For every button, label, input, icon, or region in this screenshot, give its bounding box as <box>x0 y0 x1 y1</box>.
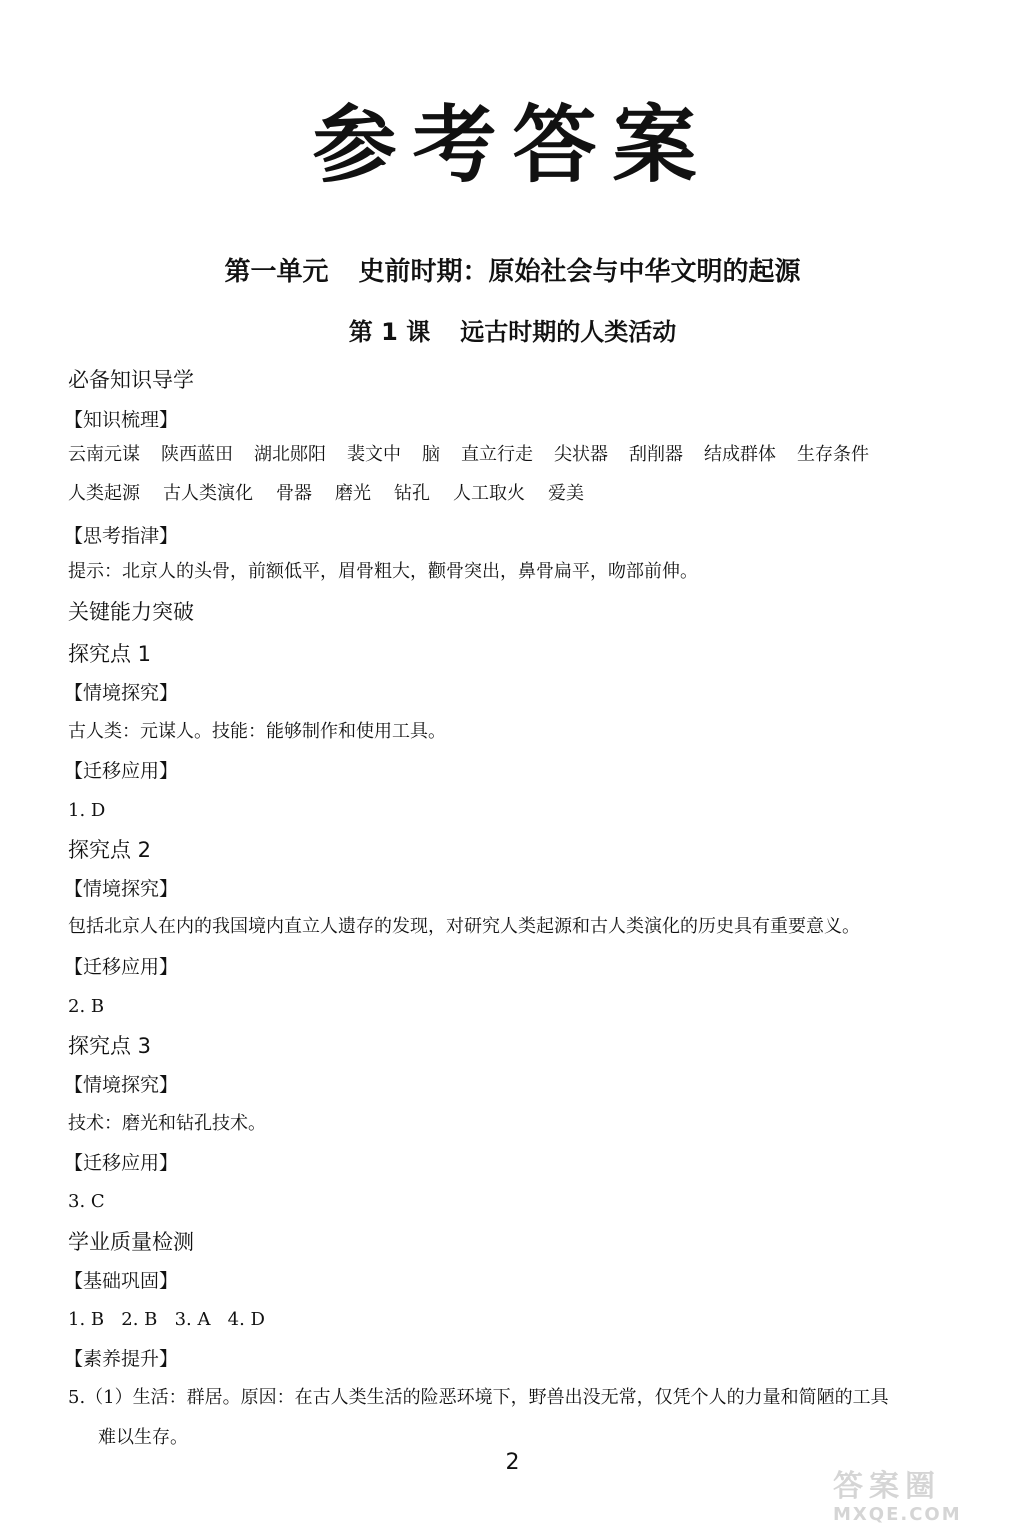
inquiry-point-2: 探究点 2 <box>68 838 152 862</box>
unit-label: 第一单元 <box>224 257 329 287</box>
watermark-logo <box>833 1470 1013 1532</box>
term: 刮削器 <box>629 444 683 465</box>
thinking-guide-text: 提示：北京人的头骨，前额低平，眉骨粗大，颧骨突出，鼻骨扁平，吻部前伸。 <box>68 561 698 582</box>
inquiry-point-1: 探究点 1 <box>68 642 152 666</box>
lesson-label: 第 1 课 <box>348 318 431 346</box>
term: 骨器 <box>276 483 312 504</box>
basic-consolidation-heading: 【基础巩固】 <box>64 1270 179 1292</box>
term: 人类起源 <box>68 483 140 504</box>
scenario-inquiry-2-text: 包括北京人在内的我国境内直立人遗存的发现，对研究人类起源和古人类演化的历史具有重要意义。 <box>68 916 860 937</box>
transfer-application-3-answer: 3. C <box>68 1191 105 1212</box>
main-title: 参考答案 <box>312 96 713 194</box>
term: 生存条件 <box>797 444 869 465</box>
unit-title <box>0 254 1025 290</box>
literacy-answer-line-2: 难以生存。 <box>98 1427 188 1448</box>
transfer-application-1-answer: 1. D <box>68 800 106 821</box>
term: 结成群体 <box>704 444 776 465</box>
lesson-name: 远古时期的人类活动 <box>460 318 677 346</box>
term: 陕西蓝田 <box>161 444 233 465</box>
term: 钻孔 <box>394 483 430 504</box>
term: 爱美 <box>548 483 584 504</box>
transfer-application-2-heading: 【迁移应用】 <box>64 956 179 978</box>
transfer-application-3-heading: 【迁移应用】 <box>64 1152 179 1174</box>
term: 人工取火 <box>453 483 525 504</box>
section-guanjian-heading: 关键能力突破 <box>68 600 194 624</box>
unit-name: 史前时期：原始社会与中华文明的起源 <box>358 257 801 287</box>
term: 直立行走 <box>461 444 533 465</box>
scenario-inquiry-1-text: 古人类：元谋人。技能：能够制作和使用工具。 <box>68 721 446 742</box>
term: 裴文中 <box>347 444 401 465</box>
basic-consolidation-answers: 1. B 2. B 3. A 4. D <box>68 1309 265 1330</box>
term: 湖北郧阳 <box>254 444 326 465</box>
watermark-text: 答案圈 <box>833 1469 941 1504</box>
terms-row-1 <box>68 441 890 469</box>
term: 脑 <box>422 444 440 465</box>
scenario-inquiry-3-text: 技术：磨光和钻孔技术。 <box>68 1113 266 1134</box>
term: 古人类演化 <box>163 483 253 504</box>
watermark-sub: MXQE.COM <box>833 1504 962 1525</box>
literacy-answer-line-1: 5.（1）生活：群居。原因：在古人类生活的险恶环境下，野兽出没无常，仅凭个人的力量和简陋的工具 <box>68 1387 889 1408</box>
scenario-inquiry-1-heading: 【情境探究】 <box>64 682 179 704</box>
lesson-title <box>0 314 1025 350</box>
scenario-inquiry-2-heading: 【情境探究】 <box>64 878 179 900</box>
transfer-application-1-heading: 【迁移应用】 <box>64 760 179 782</box>
term: 磨光 <box>335 483 371 504</box>
inquiry-point-3: 探究点 3 <box>68 1034 152 1058</box>
term: 云南元谋 <box>68 444 140 465</box>
transfer-application-2-answer: 2. B <box>68 996 105 1017</box>
terms-row-2 <box>68 480 607 508</box>
knowledge-sorting-heading: 【知识梳理】 <box>64 409 179 431</box>
literacy-improvement-heading: 【素养提升】 <box>64 1348 179 1370</box>
term: 尖状器 <box>554 444 608 465</box>
section-xueye-heading: 学业质量检测 <box>68 1230 194 1254</box>
page-number: 2 <box>505 1450 520 1475</box>
thinking-guide-heading: 【思考指津】 <box>64 525 179 547</box>
section-bibei-heading: 必备知识导学 <box>68 368 194 392</box>
scenario-inquiry-3-heading: 【情境探究】 <box>64 1074 179 1096</box>
